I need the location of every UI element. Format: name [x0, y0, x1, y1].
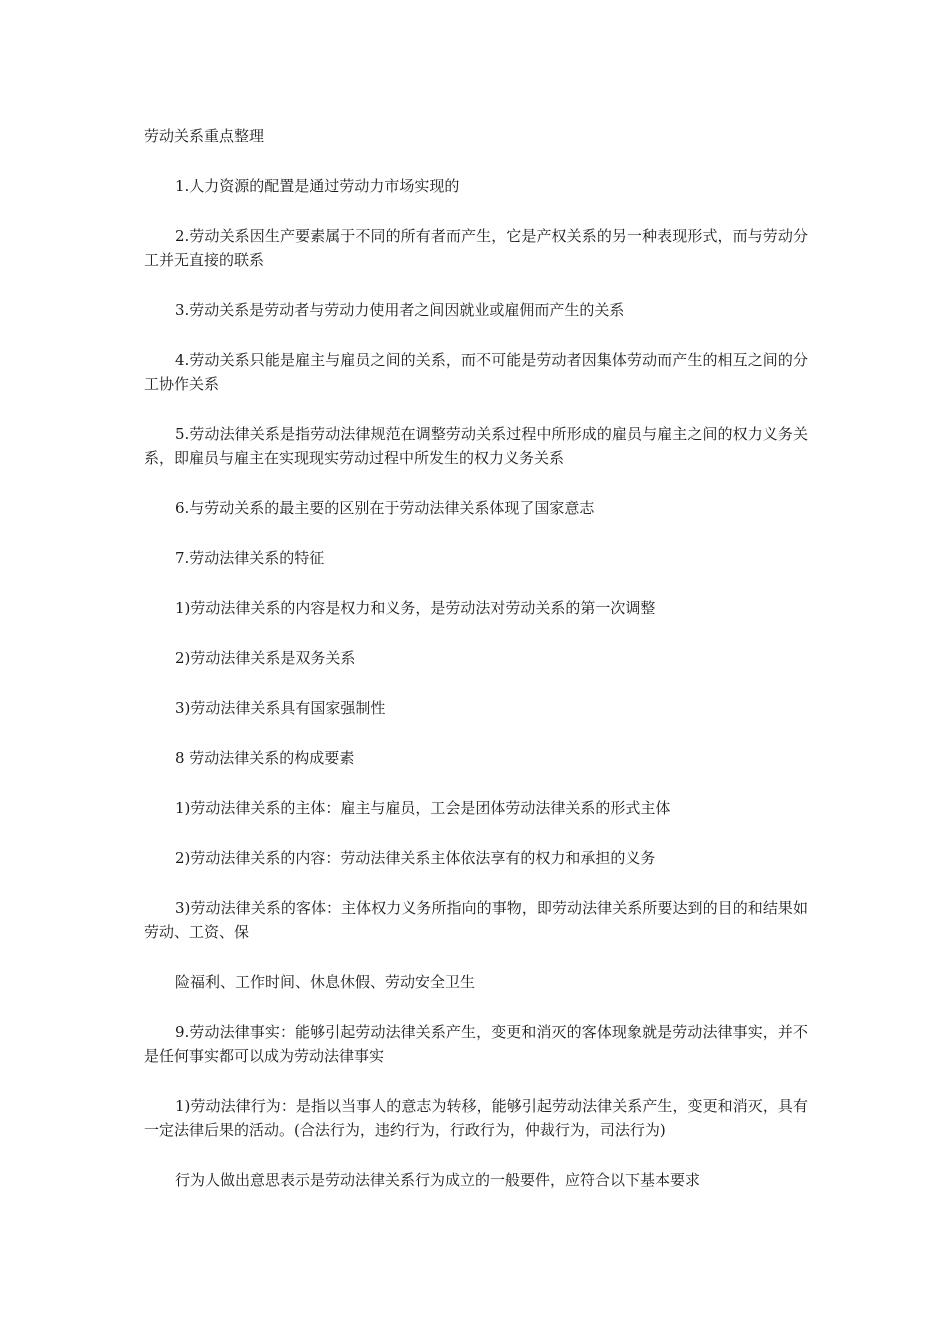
paragraph: 2)劳动法律关系的内容：劳动法律关系主体依法享有的权力和承担的义务 [175, 849, 656, 867]
paragraph: 7.劳动法律关系的特征 [175, 549, 325, 567]
paragraph: 8 劳动法律关系的构成要素 [175, 749, 355, 767]
paragraph: 行为人做出意思表示是劳动法律关系行为成立的一般要件，应符合以下基本要求 [175, 1171, 701, 1189]
paragraph: 3.劳动关系是劳动者与劳动力使用者之间因就业或雇佣而产生的关系 [175, 301, 625, 319]
paragraph: 险福利、工作时间、休息休假、劳动安全卫生 [175, 973, 476, 991]
paragraph: 9.劳动法律事实：能够引起劳动法律关系产生，变更和消灭的客体现象就是劳动法律事实，并不是任何事实都可以成为劳动法律事实 [144, 1023, 808, 1065]
paragraph: 6.与劳动关系的最主要的区别在于劳动法律关系体现了国家意志 [175, 499, 595, 517]
paragraph: 3)劳动法律关系具有国家强制性 [175, 699, 386, 717]
document-title: 劳动关系重点整理 [144, 127, 265, 145]
paragraph: 1)劳动法律关系的主体：雇主与雇员，工会是团体劳动法律关系的形式主体 [175, 799, 671, 817]
paragraph: 3)劳动法律关系的客体：主体权力义务所指向的事物，即劳动法律关系所要达到的目的和结果如劳动、工资、保 [144, 899, 808, 941]
paragraph: 4.劳动关系只能是雇主与雇员之间的关系，而不可能是劳动者因集体劳动而产生的相互之间的分工协作关系 [144, 351, 808, 393]
paragraph: 1)劳动法律关系的内容是权力和义务，是劳动法对劳动关系的第一次调整 [175, 599, 656, 617]
paragraph: 1)劳动法律行为：是指以当事人的意志为转移，能够引起劳动法律关系产生，变更和消灭，具有一定法律后果的活动。(合法行为，违约行为，行政行为，仲裁行为，司法行为) [144, 1097, 808, 1139]
paragraph: 2.劳动关系因生产要素属于不同的所有者而产生，它是产权关系的另一种表现形式，而与劳动分工并无直接的联系 [144, 227, 808, 269]
paragraph: 2)劳动法律关系是双务关系 [175, 649, 356, 667]
document-page [144, 124, 808, 1218]
paragraph: 1.人力资源的配置是通过劳动力市场实现的 [175, 177, 460, 195]
paragraph: 5.劳动法律关系是指劳动法律规范在调整劳动关系过程中所形成的雇员与雇主之间的权力义务关系，即雇员与雇主在实现现实劳动过程中所发生的权力义务关系 [144, 425, 808, 467]
